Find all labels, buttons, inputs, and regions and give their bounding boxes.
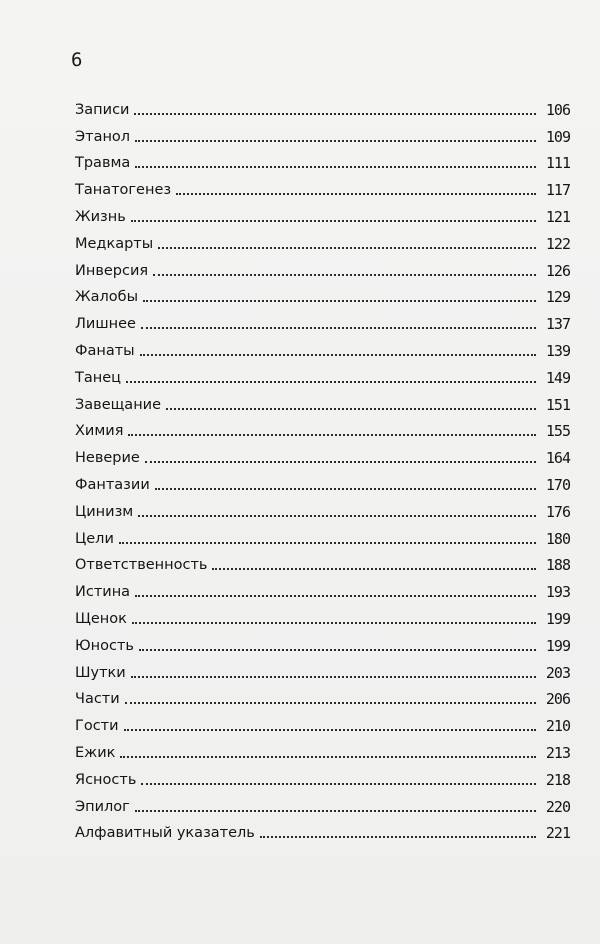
toc-entry-page-number: 111 [545,154,570,173]
toc-entry-title: Эпилог [75,798,130,815]
toc-entry [75,253,570,280]
toc-entry-title: Инверсия [75,262,149,279]
toc-entry-title: Танатогенез [75,182,172,199]
toc-entry-page-number: 193 [545,583,570,602]
toc-entry-title: Цинизм [75,503,134,520]
toc-entry-title: Химия [75,423,124,440]
toc-dot-leader [119,542,536,544]
toc-entry-title: Жалобы [75,289,139,306]
toc-dot-leader [131,676,536,678]
toc-entry-title: Алфавитный указатель [75,825,255,842]
toc-dot-leader [135,595,536,597]
toc-dot-leader [132,622,536,624]
toc-entry-page-number: 199 [545,636,570,655]
toc-entry-page-number: 199 [545,609,570,628]
toc-dot-leader [134,113,536,115]
toc-entry-title: Ежик [75,744,116,761]
toc-entry [75,280,570,307]
toc-entry-title: Цели [75,530,114,547]
toc-entry [75,440,570,467]
toc-entry-page-number: 221 [545,824,570,843]
toc-entry-page-number: 206 [545,690,570,709]
toc-entry [75,226,570,253]
toc-entry-title: Щенок [75,610,127,627]
toc-entry-page-number: 126 [545,261,570,280]
toc-dot-leader [140,354,536,356]
toc-entry-page-number: 149 [545,368,570,387]
toc-entry-title: Неверие [75,450,140,467]
toc-entry-page-number: 180 [545,529,570,548]
toc-dot-leader [158,247,536,249]
toc-entry [75,306,570,333]
toc-dot-leader [135,810,536,812]
toc-entry-title: Завещание [75,396,162,413]
toc-dot-leader [138,515,536,517]
toc-entry [75,655,570,682]
toc-entry-title: Медкарты [75,235,154,252]
toc-entry-title: Фанаты [75,342,135,359]
toc-entry-page-number: 117 [545,181,570,200]
toc-entry-page-number: 210 [545,717,570,736]
toc-dot-leader [145,461,536,463]
toc-entry-title: Истина [75,584,131,601]
toc-entry [75,494,570,521]
toc-entry [75,387,570,414]
toc-entry [75,119,570,146]
toc-entry [75,601,570,628]
toc-entry-page-number: 170 [545,475,570,494]
toc-dot-leader [128,434,536,436]
toc-entry-title: Фантазии [75,476,150,493]
toc-entry [75,146,570,173]
toc-entry-title: Гости [75,718,119,735]
toc-dot-leader [260,836,536,838]
toc-dot-leader [135,140,536,142]
toc-dot-leader [176,193,536,195]
toc-entry-title: Лишнее [75,316,136,333]
toc-entry [75,789,570,816]
toc-entry-title: Части [75,691,120,708]
toc-entry [75,360,570,387]
toc-entry [75,735,570,762]
toc-entry-title: Записи [75,101,130,118]
toc-entry-title: Юность [75,637,134,654]
toc-entry [75,762,570,789]
toc-entry-page-number: 121 [545,207,570,226]
toc-entry-page-number: 139 [545,341,570,360]
toc-dot-leader [143,300,536,302]
toc-entry [75,467,570,494]
toc-entry-page-number: 218 [545,770,570,789]
toc-entry-page-number: 213 [545,743,570,762]
toc-entry-page-number: 122 [545,234,570,253]
toc-entry-page-number: 151 [545,395,570,414]
toc-dot-leader [135,166,536,168]
toc-entry-page-number: 129 [545,288,570,307]
toc-dot-leader [120,756,536,758]
toc-entry-page-number: 106 [545,100,570,119]
toc-dot-leader [131,220,536,222]
page-number: 6 [71,49,83,71]
toc-entry [75,708,570,735]
toc-entry [75,172,570,199]
toc-entry [75,521,570,548]
toc-dot-leader [139,649,536,651]
toc-dot-leader [125,702,536,704]
toc-entry [75,199,570,226]
toc-entry-page-number: 220 [545,797,570,816]
toc-entry-title: Ответственность [75,557,208,574]
toc-dot-leader [141,783,536,785]
toc-entry-page-number: 176 [545,502,570,521]
toc-entry-page-number: 137 [545,315,570,334]
toc-dot-leader [141,327,536,329]
toc-dot-leader [124,729,536,731]
toc-entry-title: Этанол [75,128,131,145]
toc-entry-title: Шутки [75,664,126,681]
toc-entry-page-number: 188 [545,556,570,575]
toc-dot-leader [212,568,536,570]
table-of-contents [75,92,570,842]
toc-entry-page-number: 155 [545,422,570,441]
toc-entry [75,548,570,575]
toc-dot-leader [155,488,536,490]
toc-entry [75,682,570,709]
toc-dot-leader [126,381,536,383]
toc-entry-title: Ясность [75,771,137,788]
toc-entry [75,574,570,601]
toc-entry-title: Танец [75,369,122,386]
toc-dot-leader [153,274,536,276]
toc-entry [75,414,570,441]
toc-entry [75,92,570,119]
toc-entry-page-number: 203 [545,663,570,682]
toc-entry-page-number: 109 [545,127,570,146]
toc-entry-title: Жизнь [75,208,126,225]
toc-entry [75,628,570,655]
toc-entry-title: Травма [75,155,131,172]
toc-entry-page-number: 164 [545,449,570,468]
toc-entry [75,816,570,843]
toc-dot-leader [166,408,536,410]
toc-entry [75,333,570,360]
